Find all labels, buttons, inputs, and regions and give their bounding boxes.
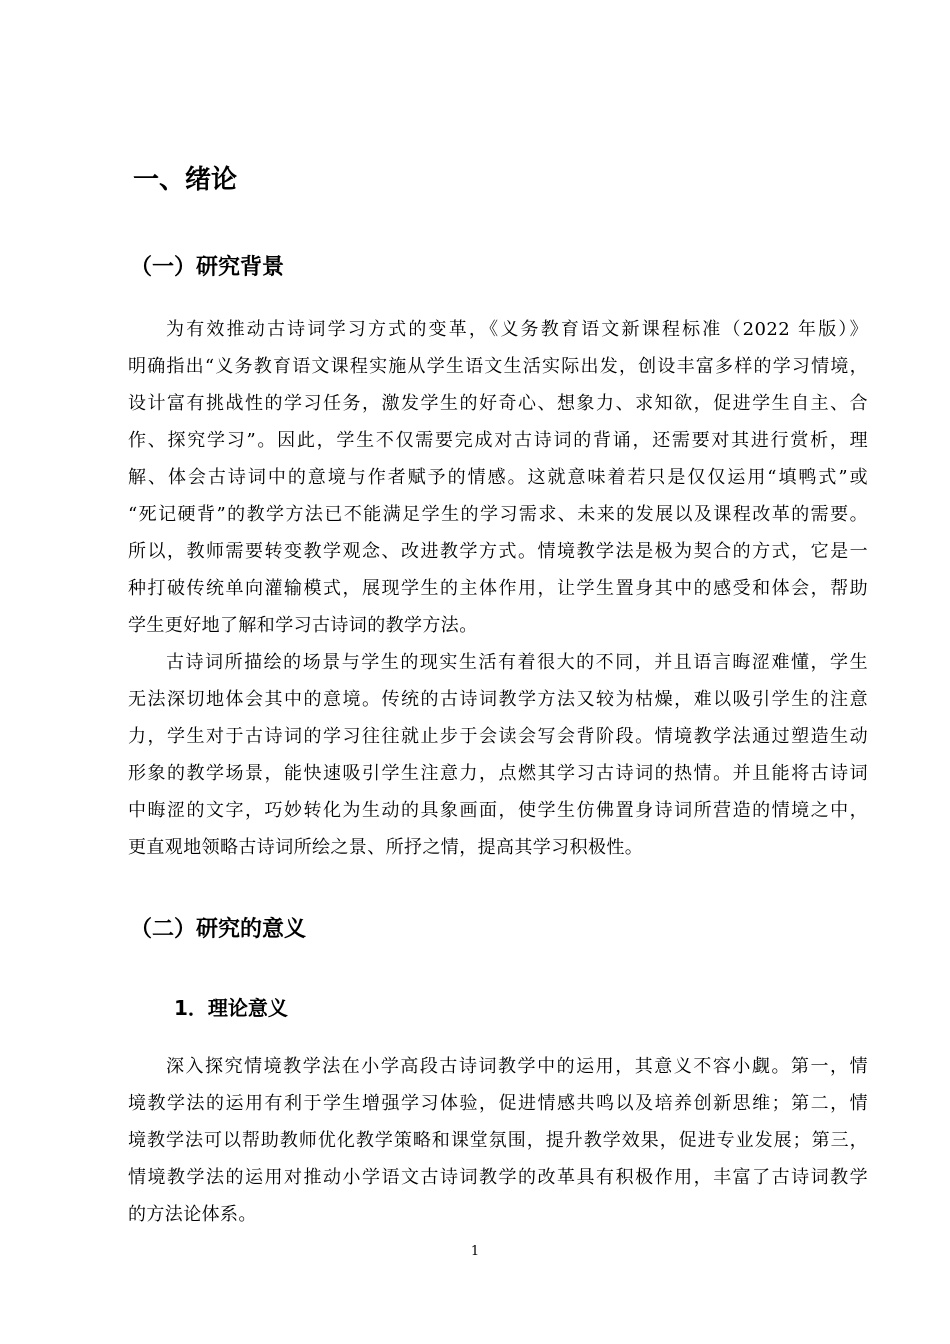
paragraph-line: 情境教学法的运用对推动小学语文古诗词教学的改革具有积极作用，丰富了古诗词教学 xyxy=(128,1167,868,1188)
paragraph-line: 为有效推动古诗词学习方式的变革，《义务教育语文新课程标准（2022 年版）》 xyxy=(166,319,868,340)
paragraph-line: 境教学法可以帮助教师优化教学策略和课堂氛围，提升教学效果，促进专业发展；第三， xyxy=(128,1130,868,1151)
paragraph-line: 的方法论体系。 xyxy=(128,1204,257,1225)
paragraph-line: 无法深切地体会其中的意境。传统的古诗词教学方法又较为枯燥，难以吸引学生的注意 xyxy=(128,689,868,710)
paragraph-line: 境教学法的运用有利于学生增强学习体验，促进情感共鸣以及培养创新思维；第二，情 xyxy=(128,1093,868,1114)
section-heading-background: （一）研究背景 xyxy=(130,255,285,280)
subsection-heading-theory: 1．理论意义 xyxy=(174,996,288,1020)
paragraph-line: 作、探究学习”。因此，学生不仅需要完成对古诗词的背诵，还需要对其进行赏析，理 xyxy=(128,430,868,451)
paragraph-line: 解、体会古诗词中的意境与作者赋予的情感。这就意味着若只是仅仅运用“填鸭式”或 xyxy=(128,467,868,488)
paragraph-line: 设计富有挑战性的学习任务，激发学生的好奇心、想象力、求知欲，促进学生自主、合 xyxy=(128,393,868,414)
paragraph-line: 形象的教学场景，能快速吸引学生注意力，点燃其学习古诗词的热情。并且能将古诗词 xyxy=(128,763,868,784)
paragraph-line: 深入探究情境教学法在小学高段古诗词教学中的运用，其意义不容小觑。第一，情 xyxy=(166,1056,868,1077)
paragraph-line: 明确指出“义务教育语文课程实施从学生语文生活实际出发，创设丰富多样的学习情境， xyxy=(128,356,868,377)
paragraph-background-1 xyxy=(128,311,868,644)
paragraph-theory xyxy=(128,1048,868,1233)
page-number: 1 xyxy=(470,1244,480,1259)
paragraph-line: 所以，教师需要转变教学观念、改进教学方式。情境教学法是极为契合的方式，它是一 xyxy=(128,541,868,562)
paragraph-line: 力，学生对于古诗词的学习往往就止步于会读会写会背阶段。情境教学法通过塑造生动 xyxy=(128,726,868,747)
paragraph-background-2 xyxy=(128,644,868,866)
paragraph-line: 更直观地领略古诗词所绘之景、所抒之情，提高其学习积极性。 xyxy=(128,837,644,858)
paragraph-line: “死记硬背”的教学方法已不能满足学生的学习需求、未来的发展以及课程改革的需要。 xyxy=(128,504,868,525)
paragraph-line: 学生更好地了解和学习古诗词的教学方法。 xyxy=(128,615,478,636)
paragraph-line: 古诗词所描绘的场景与学生的现实生活有着很大的不同，并且语言晦涩难懂，学生 xyxy=(166,652,868,673)
section-heading-significance: （二）研究的意义 xyxy=(130,917,307,942)
paragraph-line: 种打破传统单向灌输模式，展现学生的主体作用，让学生置身其中的感受和体会，帮助 xyxy=(128,578,868,599)
paragraph-line: 中晦涩的文字，巧妙转化为生动的具象画面，使学生仿佛置身诗词所营造的情境之中， xyxy=(128,800,868,821)
chapter-heading: 一、绪论 xyxy=(133,165,238,195)
